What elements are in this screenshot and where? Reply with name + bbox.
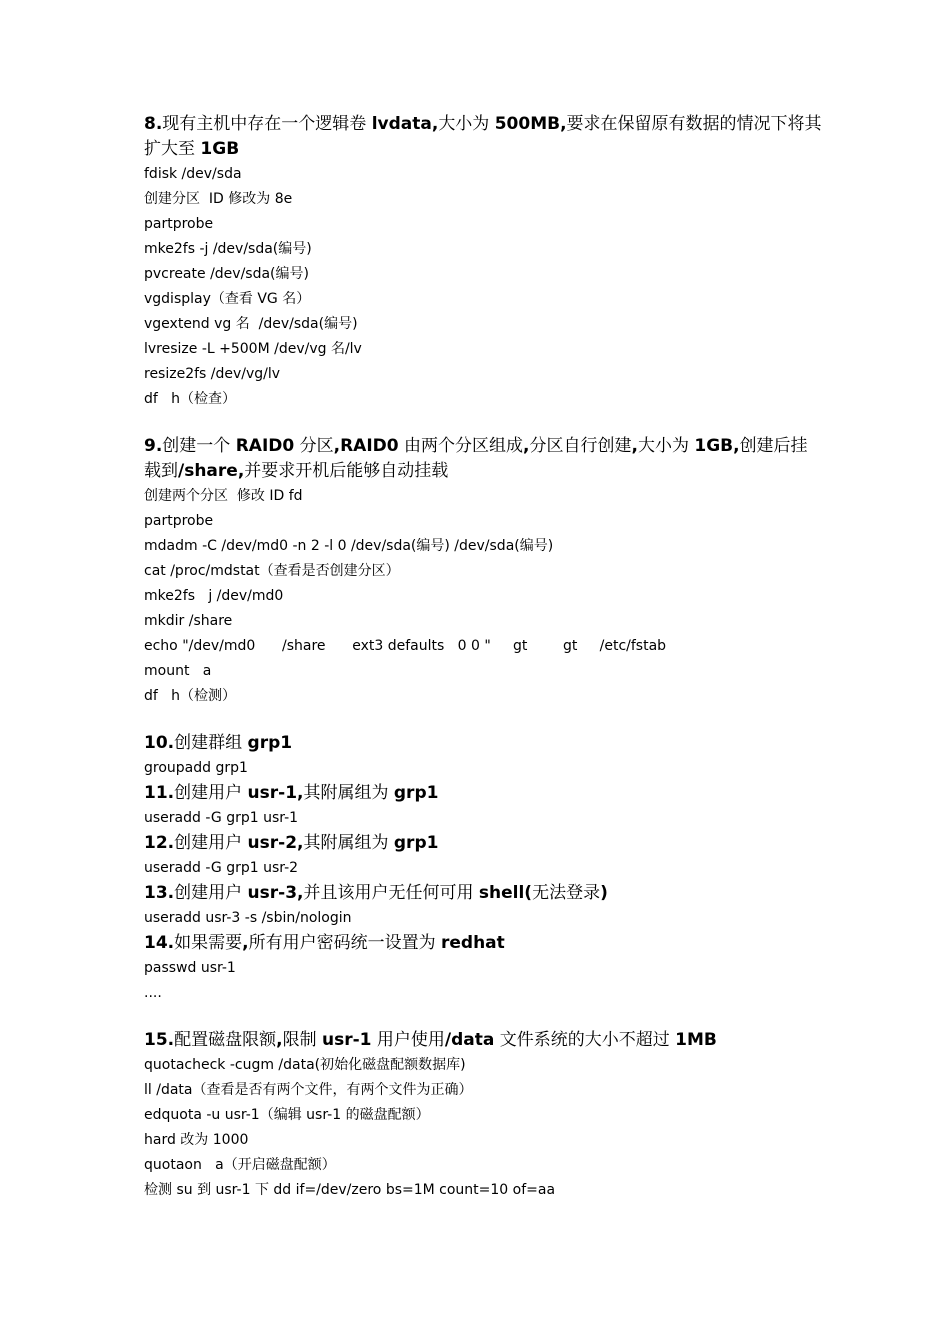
- command-line: useradd -G grp1 usr-2: [144, 860, 299, 876]
- heading-fragment: RAID0: [235, 436, 295, 456]
- command-line: useradd -G grp1 usr-1: [144, 810, 299, 826]
- command-line: ....: [144, 985, 162, 1001]
- heading-fragment: usr-1: [322, 1030, 372, 1050]
- heading-fragment: ,RAID0: [333, 436, 399, 456]
- heading-fragment: 1MB: [675, 1030, 717, 1050]
- heading-fragment: usr-1,: [247, 783, 304, 803]
- command-line: useradd usr-3 -s /sbin/nologin: [144, 910, 352, 926]
- heading-fragment: 用户使用: [371, 1030, 445, 1050]
- command-line: partprobe: [144, 216, 214, 232]
- heading-fragment: ,: [631, 436, 638, 456]
- heading-fragment: 1GB: [200, 139, 240, 159]
- command-line: edquota -u usr-1（编辑 usr-1 的磁盘配额）: [144, 1107, 430, 1123]
- heading-fragment: shell(: [478, 883, 533, 903]
- document-body: [144, 112, 824, 1203]
- question-heading: [144, 434, 824, 484]
- heading-fragment: 15.: [144, 1030, 175, 1050]
- heading-fragment: /share,: [178, 461, 245, 481]
- heading-fragment: 13.: [144, 883, 175, 903]
- question-heading: [144, 731, 824, 756]
- heading-fragment: grp1: [247, 733, 293, 753]
- question-heading: [144, 781, 824, 806]
- command-line: ll /data（查看是否有两个文件，有两个文件为正确）: [144, 1082, 473, 1098]
- heading-fragment: usr-2,: [247, 833, 304, 853]
- heading-fragment: ): [600, 883, 608, 903]
- command-line: mke2fs j /dev/md0: [144, 588, 284, 604]
- section-spacer: [144, 709, 824, 731]
- heading-fragment: 创建用户: [174, 883, 248, 903]
- heading-fragment: 并且该用户无任何可用: [303, 883, 479, 903]
- heading-fragment: 8.: [144, 114, 163, 134]
- heading-fragment: 创建用户: [174, 833, 248, 853]
- command-line: 创建两个分区 修改 ID fd: [144, 488, 303, 504]
- command-line: pvcreate /dev/sda(编号): [144, 266, 309, 282]
- heading-fragment: 分区: [294, 436, 334, 456]
- question-heading: [144, 112, 824, 162]
- command-line: quotacheck -cugm /data(初始化磁盘配额数据库): [144, 1057, 466, 1073]
- command-line: cat /proc/mdstat（查看是否创建分区）: [144, 563, 400, 579]
- heading-fragment: 创建群组: [174, 733, 248, 753]
- command-line: 创建分区 ID 修改为 8e: [144, 191, 293, 207]
- heading-fragment: 要求在保留原有数据的情况下将其扩大至: [144, 114, 822, 159]
- heading-fragment: ,: [276, 1030, 283, 1050]
- command-line: groupadd grp1: [144, 760, 248, 776]
- command-line: mdadm -C /dev/md0 -n 2 -l 0 /dev/sda(编号) /dev/sda(编号): [144, 538, 554, 554]
- heading-fragment: 现有主机中存在一个逻辑卷: [162, 114, 372, 134]
- command-line: hard 改为 1000: [144, 1132, 249, 1148]
- heading-fragment: 1GB,: [694, 436, 740, 456]
- question-heading: [144, 931, 824, 956]
- command-line: df h（检查）: [144, 391, 237, 407]
- question-heading: [144, 881, 824, 906]
- command-line: fdisk /dev/sda: [144, 166, 242, 182]
- heading-fragment: 10.: [144, 733, 175, 753]
- command-line: mke2fs -j /dev/sda(编号): [144, 241, 312, 257]
- command-line: lvresize -L +500M /dev/vg 名/lv: [144, 341, 362, 357]
- heading-fragment: 并要求开机后能够自动挂载: [244, 461, 449, 481]
- command-line: resize2fs /dev/vg/lv: [144, 366, 281, 382]
- heading-fragment: 所有用户密码统一设置为: [248, 933, 441, 953]
- heading-fragment: 大小为: [438, 114, 495, 134]
- heading-fragment: 配置磁盘限额: [174, 1030, 277, 1050]
- command-line: mkdir /share: [144, 613, 233, 629]
- heading-fragment: 无法登录: [532, 883, 601, 903]
- heading-fragment: 文件系统的大小不超过: [494, 1030, 676, 1050]
- heading-fragment: /data: [444, 1030, 495, 1050]
- heading-fragment: 500MB,: [494, 114, 567, 134]
- heading-fragment: 14.: [144, 933, 175, 953]
- heading-fragment: 大小为: [637, 436, 695, 456]
- heading-fragment: 创建一个: [162, 436, 236, 456]
- heading-fragment: 其附属组为: [303, 833, 394, 853]
- heading-fragment: grp1: [393, 783, 439, 803]
- question-heading: [144, 1028, 824, 1053]
- command-line: passwd usr-1: [144, 960, 236, 976]
- section-spacer: [144, 412, 824, 434]
- command-line: quotaon a（开启磁盘配额）: [144, 1157, 336, 1173]
- command-line: df h（检测）: [144, 688, 237, 704]
- heading-fragment: 创建用户: [174, 783, 248, 803]
- command-line: vgextend vg 名 /dev/sda(编号): [144, 316, 358, 332]
- heading-fragment: ,: [242, 933, 249, 953]
- command-line: mount a: [144, 663, 212, 679]
- heading-fragment: 11.: [144, 783, 175, 803]
- heading-fragment: usr-3,: [247, 883, 304, 903]
- heading-fragment: 12.: [144, 833, 175, 853]
- section-spacer: [144, 1006, 824, 1028]
- command-line: partprobe: [144, 513, 214, 529]
- heading-fragment: 分区自行创建: [529, 436, 632, 456]
- heading-fragment: 限制: [282, 1030, 322, 1050]
- heading-fragment: 创建后挂载到: [144, 436, 808, 481]
- heading-fragment: 由两个分区组成: [398, 436, 524, 456]
- question-heading: [144, 831, 824, 856]
- heading-fragment: 9.: [144, 436, 163, 456]
- command-line: 检测 su 到 usr-1 下 dd if=/dev/zero bs=1M count=10 of=aa: [144, 1182, 556, 1198]
- command-line: vgdisplay（查看 VG 名）: [144, 291, 311, 307]
- heading-fragment: grp1: [393, 833, 439, 853]
- heading-fragment: 其附属组为: [303, 783, 394, 803]
- command-line: echo "/dev/md0 /share ext3 defaults 0 0 " gt gt /etc/fstab: [144, 638, 667, 654]
- heading-fragment: lvdata,: [371, 114, 439, 134]
- heading-fragment: redhat: [441, 933, 505, 953]
- heading-fragment: ,: [523, 436, 530, 456]
- heading-fragment: 如果需要: [174, 933, 243, 953]
